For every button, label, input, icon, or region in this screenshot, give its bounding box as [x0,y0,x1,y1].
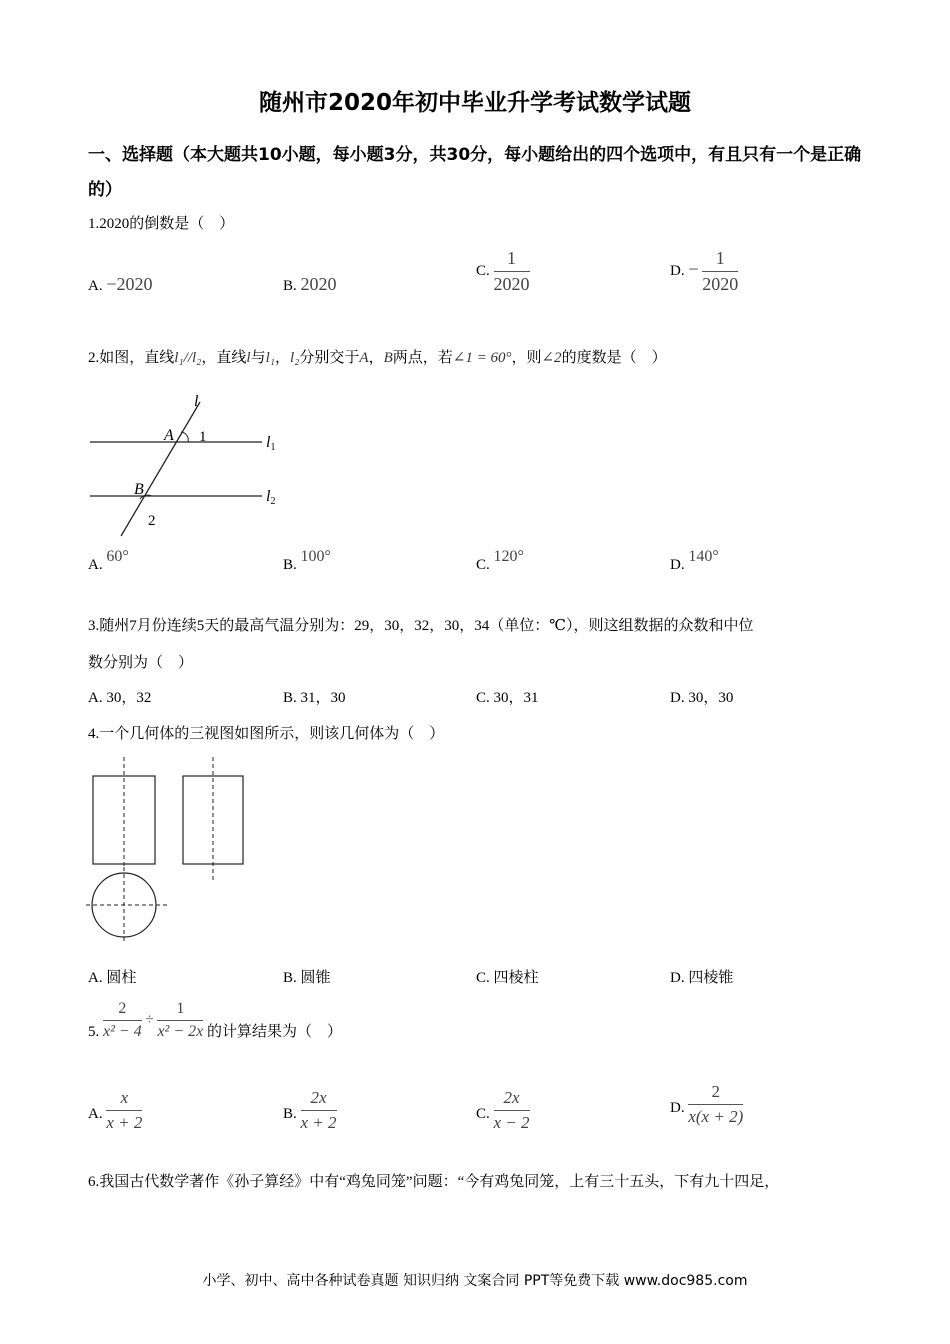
q1-option-b [283,274,337,295]
q2-text-7: 两点，若 [392,350,453,366]
q2-option-d-label: D. [670,557,685,573]
q2-text-2: ，直线 [201,350,247,366]
q2-option-b [283,548,331,574]
q5-option-d-fraction [688,1082,743,1127]
q2-label-l2-main: l [266,488,271,505]
q2-label-l1-main: l [266,434,271,451]
q2-math-3: l₁ [265,350,275,366]
q5-option-d-label: D. [670,1099,685,1116]
q5-option-b [283,1088,337,1133]
q2-option-a-label: A. [88,557,103,573]
q1-option-d-numerator: 1 [702,248,738,272]
q1-option-b-value: 2020 [300,274,337,294]
question-6-stem: 6.我国古代数学著作《孙子算经》中有“鸡兔同笼”问题：“今有鸡兔同笼，上有三十五头，下有九十四足， [88,1174,780,1190]
q2-text-8: ，则 [511,350,542,366]
q5-option-d-numerator: 2 [688,1082,743,1105]
q2-text-3: 与 [250,350,266,366]
q2-label-a: A [164,427,174,444]
q1-option-a-value: −2020 [106,274,153,294]
q2-math-5: A [359,350,369,366]
q5-option-a-numerator: x [106,1088,142,1111]
q2-option-a-value: 60° [106,548,129,565]
q5-option-b-fraction [301,1088,337,1133]
q1-option-d-fraction [702,248,738,295]
q1-option-c [476,248,530,295]
q5-option-b-label: B. [283,1105,297,1122]
q2-text-9: 的度数是（ ） [561,350,667,366]
question-4-stem: 4.一个几何体的三视图如图所示，则该几何体为（ ） [88,726,445,742]
q1-option-d-label: D. [670,262,685,279]
q5-suffix: 的计算结果为（ ） [206,1023,342,1040]
q3-option-c: C. 30，31 [476,690,539,706]
question-5-stem [88,1000,342,1041]
q5-fraction-1-numerator: 2 [103,1000,142,1021]
q1-option-a [88,274,153,295]
q5-option-a-fraction [106,1088,142,1133]
q2-option-c-label: C. [476,557,490,573]
q1-option-c-label: C. [476,262,490,279]
q2-math-7: ∠1 = 60° [452,350,512,366]
q2-option-b-value: 100° [300,548,331,565]
q5-fraction-2 [157,1000,203,1041]
q5-option-b-numerator: 2x [301,1088,337,1111]
q5-fraction-2-denominator: x² − 2x [157,1023,204,1040]
q2-label-b: B [134,481,144,498]
q2-line-l [121,402,200,536]
q1-option-d [670,248,738,295]
q2-math-4: l₂ [289,350,300,366]
q2-text-1: 2.如图，直线 [88,350,175,366]
q2-option-c [476,548,524,574]
question-1-stem: 1.2020的倒数是（ ） [88,216,235,232]
q4-option-a: A. 圆柱 [88,970,137,986]
q5-option-c-denominator: x − 2 [493,1113,530,1132]
q5-option-a [88,1088,142,1133]
q2-label-2: 2 [148,513,156,529]
q2-math-6: B [383,350,393,366]
question-3-line-1: 3.随州7月份连续5天的最高气温分别为：29，30，32，30，34（单位：℃），则这组数据的众数和中位 [88,618,754,634]
q5-option-b-denominator: x + 2 [300,1113,337,1132]
q5-option-a-denominator: x + 2 [106,1113,143,1132]
q5-divide-sign: ÷ [145,1011,154,1028]
page-footer[interactable]: 小学、初中、高中各种试卷真题 知识归纳 文案合同 PPT等免费下载 www.doc985.com [202,1273,748,1289]
q2-label-l2 [266,488,275,507]
q2-label-l: l [194,393,199,410]
q5-option-c-label: C. [476,1105,490,1122]
q2-option-d [670,548,719,574]
q2-label-l1-sub: 1 [270,442,276,453]
q5-fraction-2-numerator: 1 [157,1000,203,1021]
q5-option-d [670,1082,743,1127]
q1-option-c-numerator: 1 [494,248,530,272]
q5-fraction-1 [103,1000,142,1041]
q2-text-6: ， [368,350,384,366]
q3-option-d: D. 30，30 [670,690,734,706]
q4-option-c: C. 四棱柱 [476,970,539,986]
q2-label-l2-sub: 2 [270,496,276,507]
q2-option-b-label: B. [283,557,297,573]
question-3-line-2: 数分别为（ ） [88,655,194,671]
q1-option-c-denominator: 2020 [493,274,530,294]
q2-figure-parallel-lines [88,390,288,535]
q4-option-b: B. 圆锥 [283,970,331,986]
q2-label-l1 [266,434,275,453]
q1-option-d-denominator: 2020 [702,274,739,294]
q1-option-d-sign: − [688,258,699,279]
section-heading: 一、选择题（本大题共10小题，每小题3分，共30分，每小题给出的四个选项中，有且只有一个是正确的） [88,145,862,200]
q5-fraction-1-denominator: x² − 4 [103,1023,142,1040]
question-2-stem [88,346,667,367]
q5-option-d-denominator: x(x + 2) [688,1107,744,1126]
q2-option-d-value: 140° [688,548,719,565]
q5-option-a-label: A. [88,1105,103,1122]
q2-option-a [88,548,129,574]
q2-option-c-value: 120° [493,548,524,565]
q5-option-c [476,1088,530,1133]
q2-text-5: 分别交于 [299,350,360,366]
q3-option-a: A. 30，32 [88,690,152,706]
q5-option-c-numerator: 2x [494,1088,530,1111]
q1-option-b-label: B. [283,278,297,294]
q4-three-views-figure [84,755,254,945]
q2-text-4: ， [274,350,290,366]
q2-label-1: 1 [199,429,207,445]
q5-option-c-fraction [494,1088,530,1133]
q3-option-b: B. 31，30 [283,690,346,706]
q4-option-d: D. 四棱锥 [670,970,734,986]
page-title: 随州市2020年初中毕业升学考试数学试题 [258,90,691,116]
q1-option-a-label: A. [88,278,103,294]
q1-option-c-fraction [494,248,530,295]
q2-math-8: ∠2 [541,350,562,366]
q2-math-1: l₁//l₂ [174,350,202,366]
q5-prefix: 5. [88,1023,100,1040]
q2-math-2: l [246,350,251,366]
